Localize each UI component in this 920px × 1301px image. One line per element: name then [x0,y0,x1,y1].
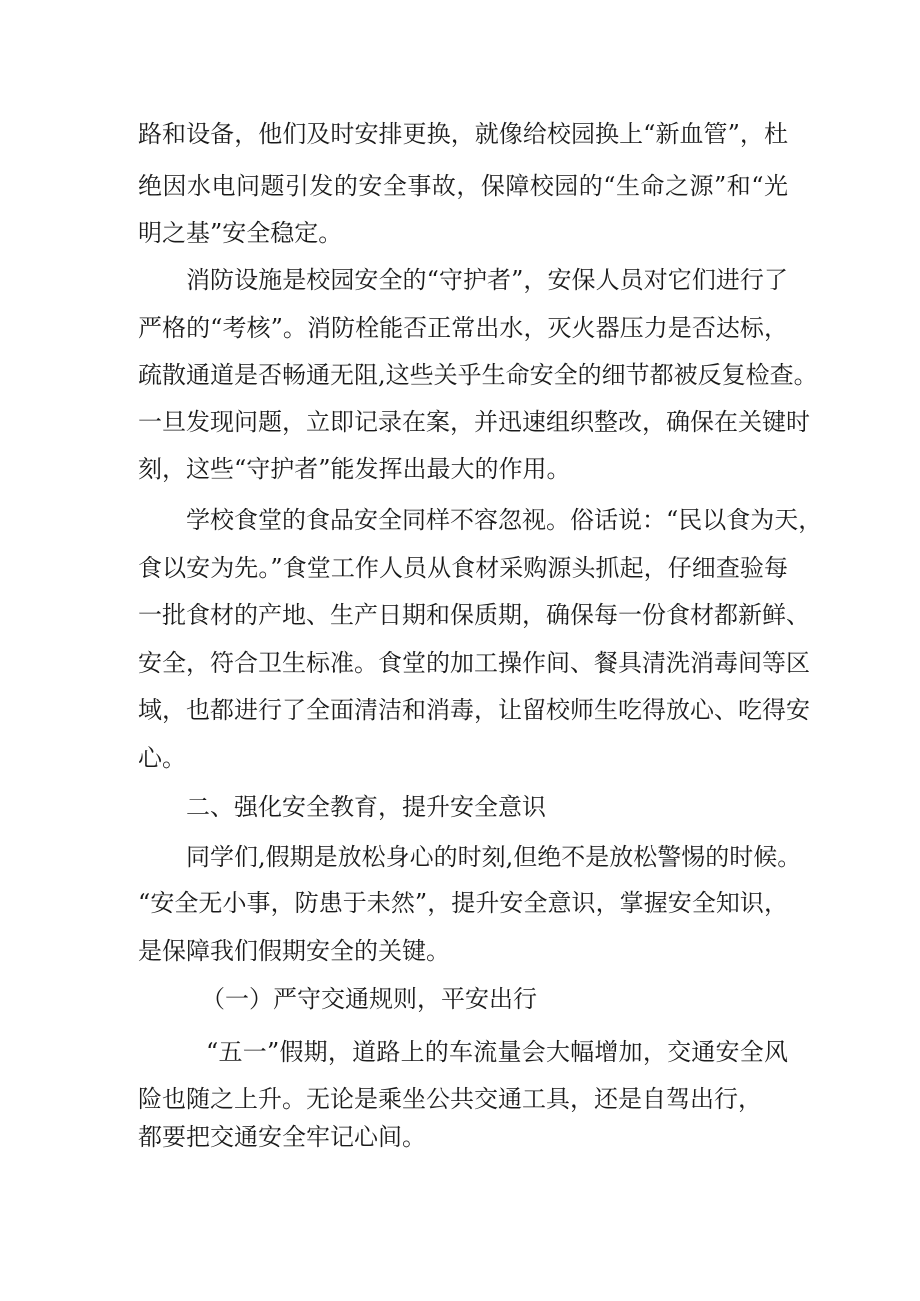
paragraph-1-line-1: 路和设备，他们及时安排更换，就像给校园换上“新血管”，杜 [138,120,788,148]
paragraph-2-line-1: 消防设施是校园安全的“守护者”，安保人员对它们进行了 [186,266,788,294]
paragraph-5-line-3: 都要把交通安全牢记心间。 [138,1123,426,1151]
paragraph-3-line-6: 心。 [138,744,186,772]
paragraph-1-line-2: 绝因水电问题引发的安全事故，保障校园的“生命之源”和“光 [138,172,788,200]
paragraph-3-line-3: 一批食材的产地、生产日期和保质期，确保每一份食材都新鲜、 [138,601,810,629]
section-heading-2: 二、强化安全教育，提升安全意识 [186,793,546,821]
paragraph-1-line-3: 明之基”安全稳定。 [138,219,343,247]
paragraph-3-line-2: 食以安为先。”食堂工作人员从食材采购源头抓起，仔细查验每 [138,554,788,582]
paragraph-3-line-4: 安全，符合卫生标准。食堂的加工操作间、餐具清洗消毒间等区 [138,649,810,677]
paragraph-2-line-3: 疏散通道是否畅通无阻,这些关乎生命安全的细节都被反复检查。 [138,361,818,389]
paragraph-2-line-2: 严格的“考核”。消防栓能否正常出水，灭火器压力是否达标， [138,314,788,342]
paragraph-3-line-5: 域，也都进行了全面清洁和消毒，让留校师生吃得放心、吃得安 [138,696,810,724]
paragraph-4-line-1: 同学们,假期是放松身心的时刻,但绝不是放松警惕的时候。 [186,843,802,871]
paragraph-4-line-2: “安全无小事，防患于未然”，提升安全意识，掌握安全知识， [138,889,788,917]
paragraph-4-line-3: 是保障我们假期安全的关键。 [138,937,450,965]
paragraph-2-line-4: 一旦发现问题，立即记录在案，并迅速组织整改，确保在关键时 [138,408,810,436]
paragraph-2-line-5: 刻，这些“守护者”能发挥出最大的作用。 [138,455,571,483]
paragraph-5-line-2: 险也随之上升。无论是乘坐公共交通工具，还是自驾出行， [138,1085,762,1113]
subsection-heading-1: （一）严守交通规则，平安出行 [201,985,537,1013]
paragraph-3-line-1: 学校食堂的食品安全同样不容忽视。俗话说：“民以食为天， [186,506,823,534]
paragraph-5-line-1: “五一”假期，道路上的车流量会大幅增加，交通安全风 [206,1038,788,1066]
